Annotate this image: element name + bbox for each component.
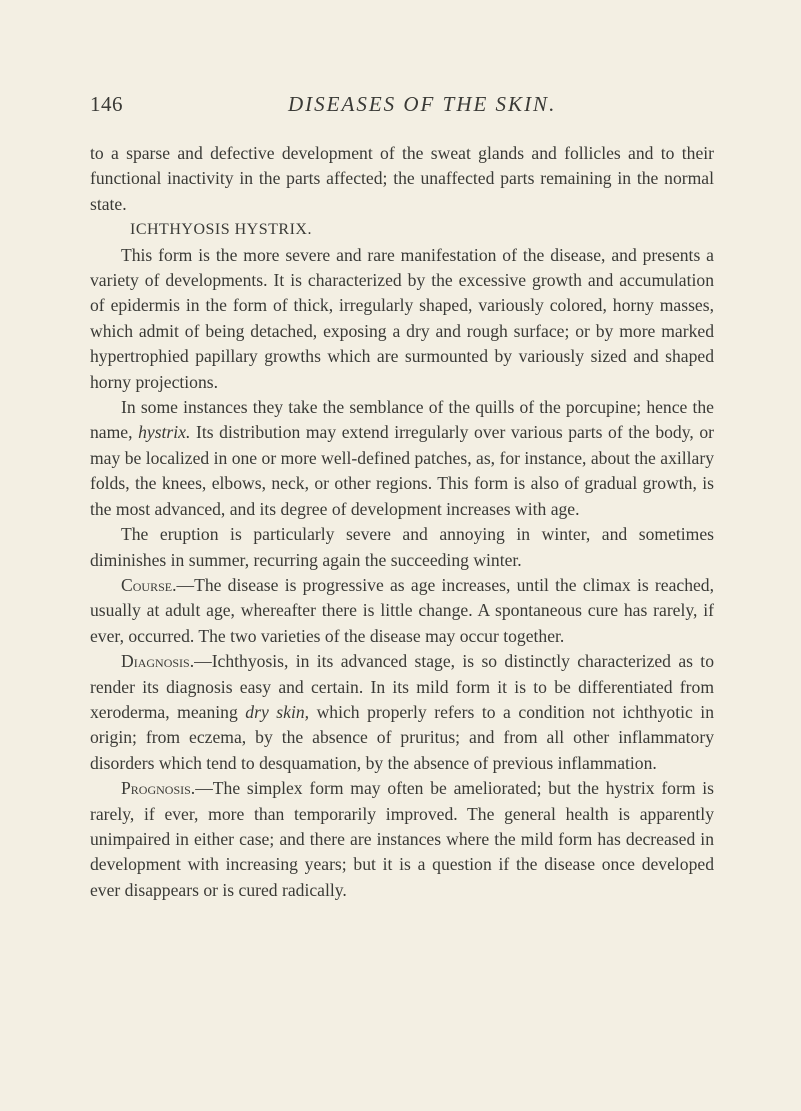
term-dry-skin: dry skin, [245, 701, 310, 722]
diagnosis-label: Diagnosis. [121, 651, 195, 672]
body-text [90, 141, 714, 903]
paragraph-text: Its distribution may extend irregularly over various parts of the body, or may be localized in one or more well-defined patches, as, for instance, about the axillary folds, the knees, elbows, neck, or other regions. This form is also of gradual growth, is the most advanced, and its degree of development increases with age. [90, 422, 715, 519]
term-hystrix: hystrix. [138, 422, 191, 443]
paragraph-eruption: The eruption is particularly severe and annoying in winter, and sometimes diminishes in summer, recurring again the succeeding winter. [90, 524, 714, 570]
page-number: 146 [90, 92, 123, 116]
paragraph-course [90, 573, 714, 649]
page-header [90, 92, 710, 122]
prognosis-label: Prognosis. [121, 778, 196, 799]
running-title: DISEASES OF THE SKIN. [288, 92, 557, 116]
paragraph-form-description: This form is the more severe and rare manifestation of the disease, and presents a variety of developments. It is characterized by the excessive growth and accumulation of epidermis in the form of thick, irregularly shaped, variously colored, horny masses, which admit of being detached, exposing a dry and rough surface; or by more marked hypertrophied papillary growths which are surmounted by variously sized and shaped horny projections. [90, 244, 714, 392]
paragraph-text: —Ichthyosis, in its advanced stage, is so distinctly characterized as to render its diagnosis easy and certain. In its mild form it is to be differentiated from xeroderma, meaning [90, 651, 714, 722]
paragraph-text: which properly refers to a condition not ichthyotic in origin; from eczema, by the absence of pruritus; and from all other inflammatory disorders which tend to desquamation, by the absence of previous inflammation. [90, 701, 714, 773]
paragraph-diagnosis [90, 649, 714, 776]
paragraph-text: In some instances they take the semblance of the quills of the porcupine; hence the name, [90, 397, 714, 443]
course-label: Course. [121, 574, 177, 595]
paragraph-text: —The simplex form may often be ameliorated; but the hystrix form is rarely, if ever, more than temporarily improved. The general health is apparently unimpaired in either case; and there are instances where the mild form has decreased in development with increasing years; but it is a question if the disease once developed ever disappears or is cured radically. [90, 778, 714, 900]
paragraph-text: —The disease is progressive as age increases, until the climax is reached, usually at adult age, whereafter there is little change. A spontaneous cure has rarely, if ever, occurred. The two varieties of the disease may occur together. [90, 574, 714, 646]
paragraph-prognosis [90, 776, 714, 903]
paragraph-hystrix-instances [90, 395, 714, 522]
intro-paragraph: to a sparse and defective development of the sweat glands and follicles and to their functional inactivity in the parts affected; the unaffected parts remaining in the normal state. [90, 143, 714, 214]
section-heading: ICHTHYOSIS HYSTRIX. [130, 221, 312, 239]
